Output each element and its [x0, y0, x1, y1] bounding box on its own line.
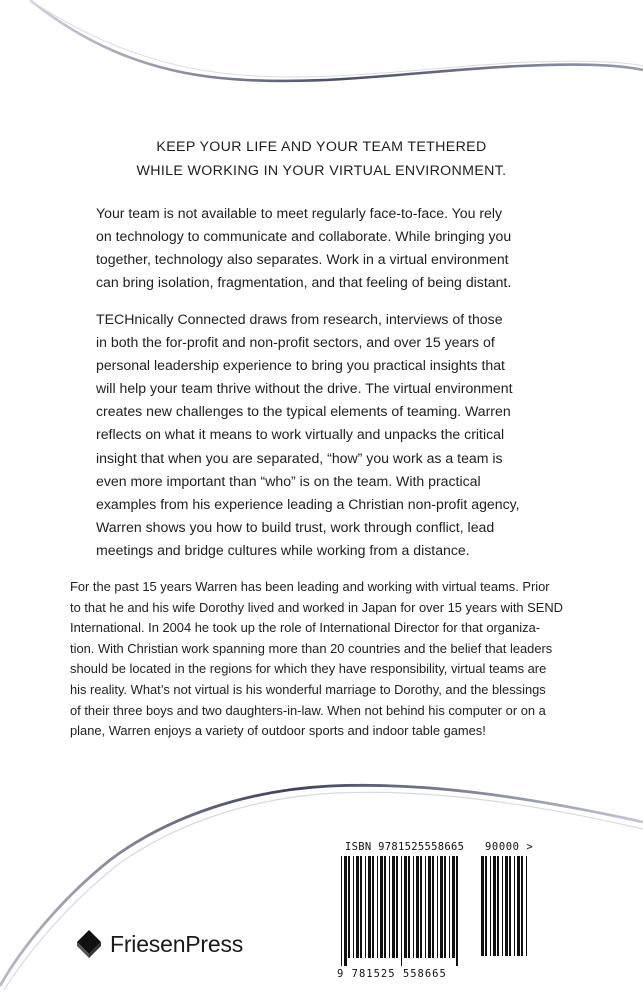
barcode-bar — [377, 856, 378, 958]
barcode-bar — [490, 856, 491, 956]
barcode-bar — [341, 856, 342, 966]
barcode-bar — [444, 856, 446, 958]
paragraph-line: Warren shows you how to build trust, work through conflict, lead — [96, 518, 495, 535]
paragraph-line: will help your team thrive without the drive. The virtual environment — [96, 380, 513, 397]
paragraph-line: reflects on what it means to work virtually and unpacks the critical — [96, 426, 505, 443]
barcode-bar — [497, 856, 499, 956]
paragraph-line: TECHnically Connected draws from research, interviews of those — [96, 311, 503, 327]
headline-line-2: WHILE WORKING IN YOUR VIRTUAL ENVIRONMENT. — [136, 163, 507, 179]
barcode-bar — [389, 856, 390, 958]
barcode-bar — [420, 856, 422, 958]
barcode-bar — [432, 856, 434, 958]
paragraph-line: can bring isolation, fragmentation, and that feeling of being distant. — [96, 274, 512, 291]
paragraph-line: together, technology also separates. Work in a virtual environment — [96, 251, 509, 268]
paragraph-line: even more important than “who” is on the team. With practical — [96, 472, 481, 489]
friesenpress-diamond-icon — [76, 929, 102, 959]
description-paragraph-2 — [96, 308, 548, 562]
barcode-bar — [380, 856, 383, 958]
barcode-bar — [372, 856, 374, 958]
paragraph-line: creates new challenges to the typical elements of teaming. Warren — [96, 403, 511, 420]
barcode-bar — [452, 856, 455, 958]
paragraph-line: insight that when you are separated, “how” you work as a team is — [96, 449, 503, 466]
bio-line: tion. With Christian work spanning more than 20 countries and the belief that leaders — [70, 640, 553, 656]
isbn-human-readable: 9 781525 558665 — [337, 968, 447, 980]
barcode-bar — [353, 856, 354, 958]
barcode-bar — [485, 856, 487, 956]
barcode-bar — [514, 856, 515, 956]
paragraph-line: examples from his experience leading a Christian non-profit agency, — [96, 495, 520, 512]
barcode-bar — [526, 856, 527, 956]
bio-line: should be located in the regions for which they have responsibility, virtual teams are — [70, 661, 547, 677]
barcode-bar — [348, 856, 350, 958]
barcode-bar — [413, 856, 414, 958]
barcode-bar — [505, 856, 508, 956]
barcode-bar — [493, 856, 496, 956]
bio-line: For the past 15 years Warren has been leading and working with virtual teams. Prior — [70, 579, 550, 594]
bio-line: plane, Warren enjoys a variety of outdoor sports and indoor table games! — [70, 723, 486, 739]
isbn-label: ISBN 9781525558665 — [345, 841, 465, 853]
bio-line: International. In 2004 he took up the role of International Director for that organiza- — [70, 620, 541, 636]
barcode-bar — [456, 856, 458, 966]
barcode-bar — [396, 856, 398, 958]
barcode-bar — [521, 856, 523, 956]
barcode-bar — [392, 856, 395, 958]
barcode-bar — [365, 856, 366, 958]
description-paragraph-1 — [96, 202, 548, 294]
paragraph-line: on technology to communicate and collaborate. While bringing you — [96, 228, 512, 245]
barcode-bar — [416, 856, 419, 958]
barcode-bar — [440, 856, 443, 958]
barcode-bar — [368, 856, 371, 958]
barcode-bar — [408, 856, 410, 958]
barcode-bar — [360, 856, 362, 958]
barcode-bar — [401, 856, 402, 966]
barcode-bar — [449, 856, 450, 958]
price-code: 90000 > — [485, 841, 534, 853]
barcode-bars — [341, 856, 461, 974]
author-bio — [70, 577, 582, 742]
bio-line: to that he and his wife Dorothy lived and worked in Japan for over 15 years with SEND — [70, 599, 563, 615]
barcode-bar — [502, 856, 503, 956]
barcode-bar — [384, 856, 386, 958]
barcode-bar — [509, 856, 511, 956]
headline-line-1: KEEP YOUR LIFE AND YOUR TEAM TETHERED — [156, 139, 487, 155]
barcode-bar — [344, 856, 347, 966]
publisher-name: FriesenPress — [110, 930, 244, 957]
paragraph-line: Your team is not available to meet regularly face-to-face. You rely — [96, 205, 503, 221]
publisher-logo — [76, 929, 243, 959]
paragraph-line: meetings and bridge cultures while working from a distance. — [96, 541, 470, 558]
bio-line: of their three boys and two daughters-in-law. When not behind his computer or on a — [70, 702, 546, 718]
barcode-bar — [437, 856, 438, 958]
isbn-barcode — [335, 838, 575, 986]
barcode-bar — [428, 856, 431, 958]
barcode-bar — [356, 856, 359, 958]
barcode-bar — [425, 856, 426, 958]
addon-barcode-bars — [481, 856, 531, 966]
paragraph-line: personal leadership experience to bring you practical insights that — [96, 357, 505, 374]
barcode-bar — [481, 856, 484, 956]
bio-line: his reality. What’s not virtual is his wonderful marriage to Dorothy, and the blessings — [70, 681, 546, 697]
barcode-bar — [517, 856, 520, 956]
paragraph-line: in both the for-profit and non-profit sectors, and over 15 years of — [96, 334, 495, 351]
barcode-bar — [404, 856, 407, 958]
